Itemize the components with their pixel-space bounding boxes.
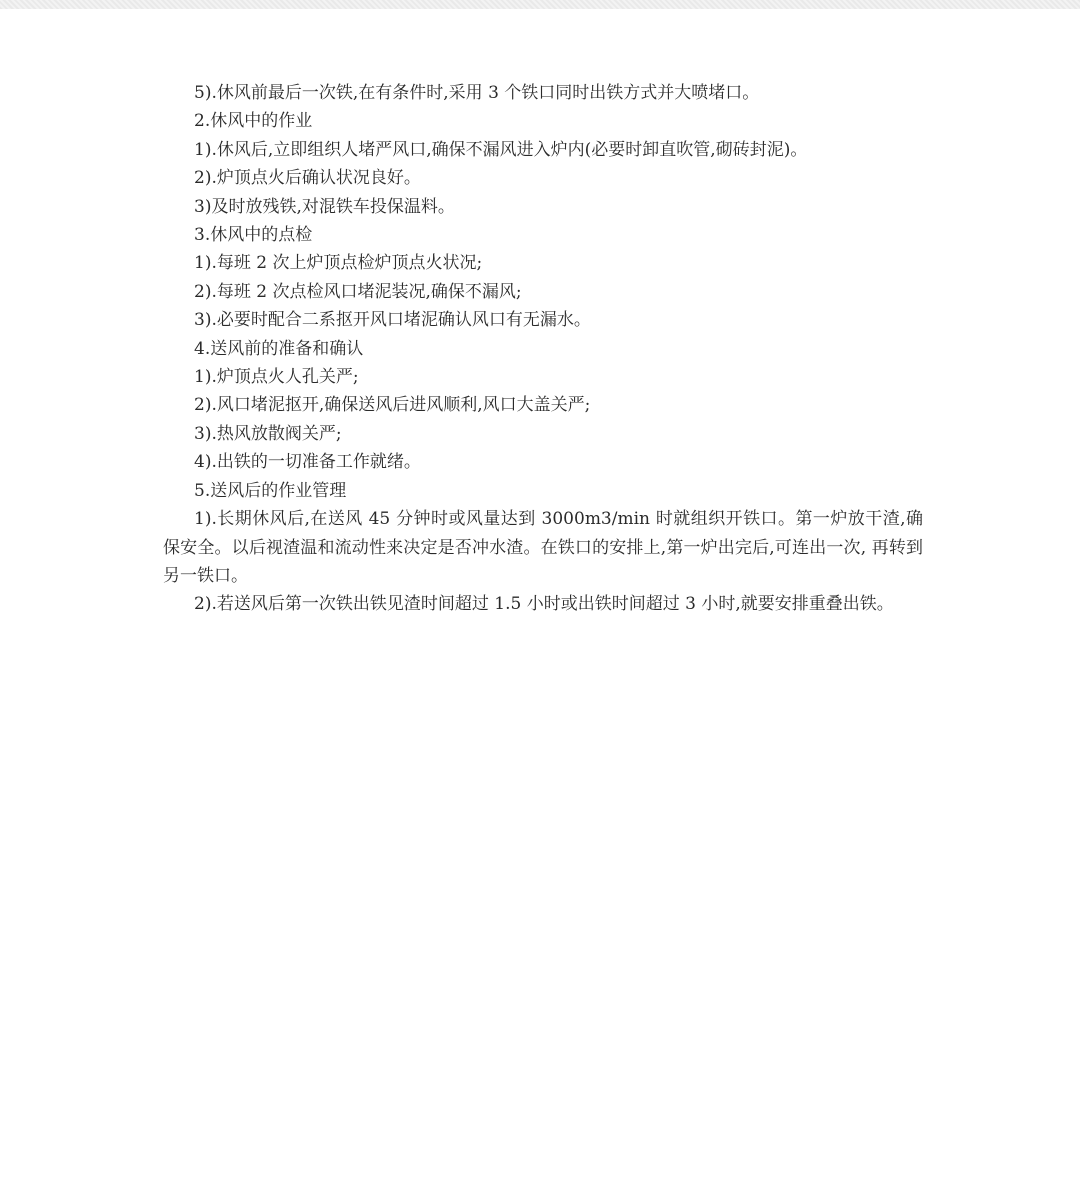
section-heading: 5.送风后的作业管理 bbox=[194, 480, 347, 501]
text-line: 1).休风后,立即组织人堵严风口,确保不漏风进入炉内(必要时卸直吹管,砌砖封泥)。 bbox=[194, 139, 808, 160]
text-line: 5).休风前最后一次铁,在有条件时,采用 3 个铁口同时出铁方式并大喷堵口。 bbox=[194, 83, 760, 103]
text-line: 1).每班 2 次上炉顶点检炉顶点火状况; bbox=[194, 253, 483, 274]
text-line: 1).炉顶点火人孔关严; bbox=[194, 367, 359, 388]
text-line: 3).必要时配合二系抠开风口堵泥确认风口有无漏水。 bbox=[194, 310, 591, 331]
text-line: 2).每班 2 次点检风口堵泥装况,确保不漏风; bbox=[194, 281, 522, 302]
section-heading: 3.休风中的点检 bbox=[194, 225, 313, 246]
section-heading: 2.休风中的作业 bbox=[194, 111, 313, 132]
document-body bbox=[163, 79, 923, 619]
body-paragraph: 1).长期休风后,在送风 45 分钟时或风量达到 3000m3/min 时就组织开铁口。第一炉放干渣,确保安全。以后视渣温和流动性来决定是否冲水渣。在铁口的安排上,第一炉出完后,可连出一次, 再转到另一铁口。 bbox=[163, 509, 923, 586]
text-line: 4).出铁的一切准备工作就绪。 bbox=[194, 452, 421, 473]
text-line: 2).炉顶点火后确认状况良好。 bbox=[194, 168, 421, 189]
text-line: 2).风口堵泥抠开,确保送风后进风顺利,风口大盖关严; bbox=[194, 395, 591, 416]
body-paragraph: 2).若送风后第一次铁出铁见渣时间超过 1.5 小时或出铁时间超过 3 小时,就要安排重叠出铁。 bbox=[194, 594, 894, 615]
viewer-top-band bbox=[0, 0, 1080, 9]
text-line: 3).热风放散阀关严; bbox=[194, 423, 342, 444]
section-heading: 4.送风前的准备和确认 bbox=[194, 338, 364, 359]
text-line: 3)及时放残铁,对混铁车投保温料。 bbox=[194, 196, 455, 217]
document-page bbox=[0, 9, 1080, 1177]
